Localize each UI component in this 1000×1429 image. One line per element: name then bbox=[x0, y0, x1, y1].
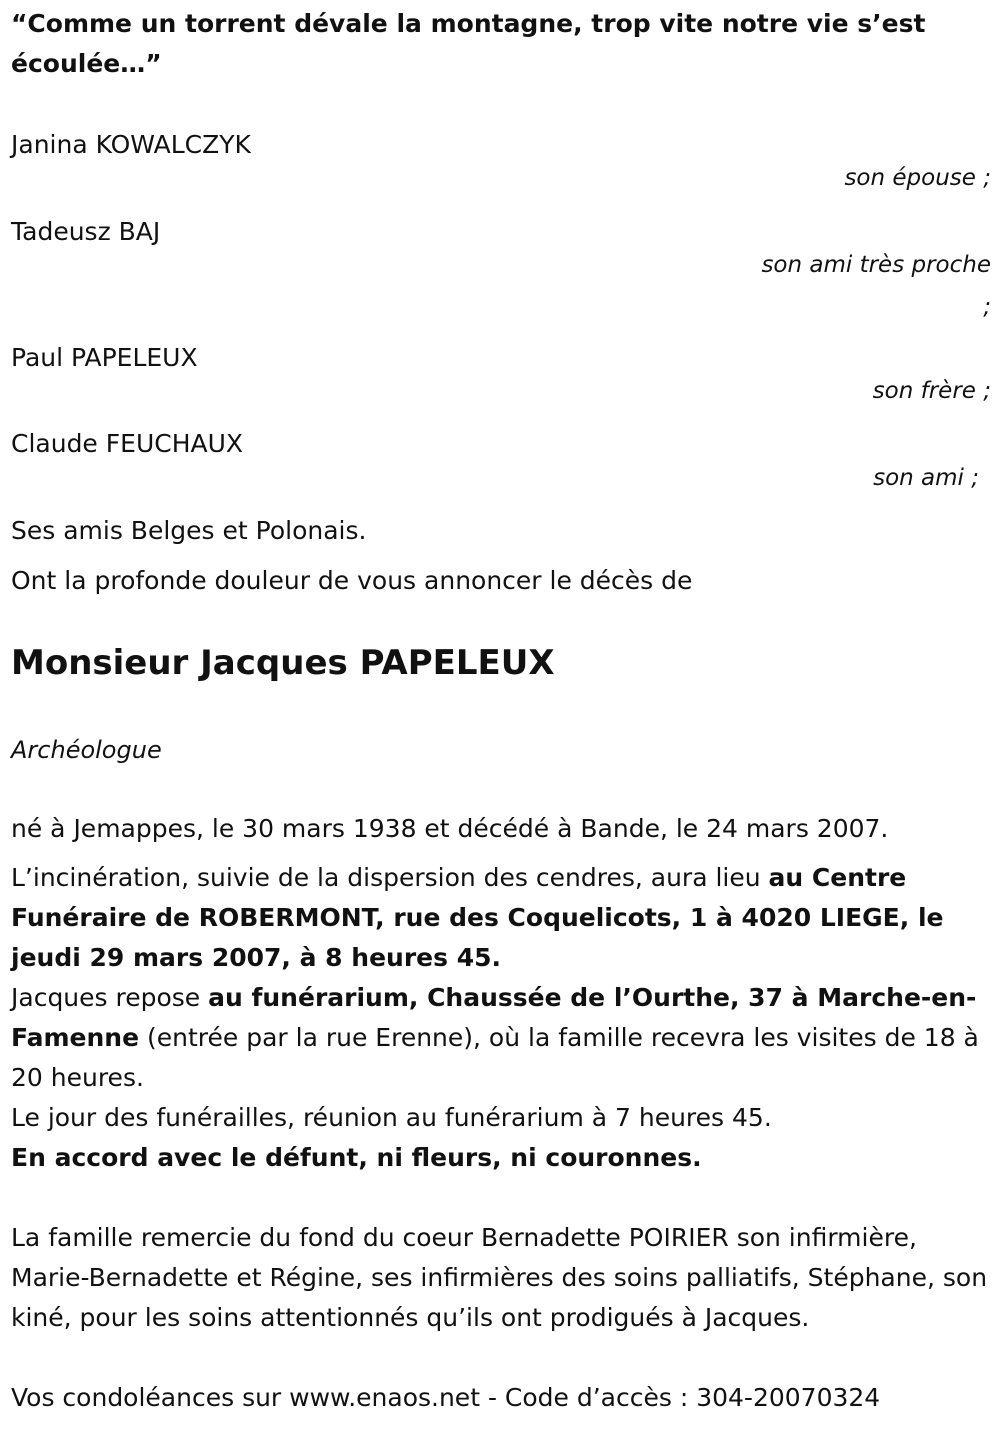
mourner-relation: son ami ; bbox=[873, 465, 979, 491]
opening-quote: “Comme un torrent dévale la montagne, trop vite notre vie s’est écoulée…” bbox=[11, 9, 926, 78]
mourner-name: Paul PAPELEUX bbox=[11, 343, 198, 372]
ceremony-details bbox=[11, 858, 991, 1178]
mourner-relation: son épouse ; bbox=[844, 165, 991, 191]
condolences-line: Vos condoléances sur www.enaos.net - Code d’accès : 304-20070324 bbox=[11, 1383, 881, 1412]
birth-death-line: né à Jemappes, le 30 mars 1938 et décédé à Bande, le 24 mars 2007. bbox=[11, 814, 889, 843]
mourner-name: Claude FEUCHAUX bbox=[11, 429, 244, 458]
cremation-details: au Centre Funéraire de ROBERMONT, rue des Coquelicots, 1 à 4020 LIEGE, le jeudi 29 mars 2007, à 8 heures 45. bbox=[11, 863, 944, 972]
profession: Archéologue bbox=[11, 736, 162, 764]
announcement: Ont la profonde douleur de vous annoncer le décès de bbox=[11, 566, 693, 595]
mourner-relation: son frère ; bbox=[872, 378, 991, 404]
repose-rest: (entrée par la rue Erenne), où la famille recevra les visites de 18 à 20 heures. bbox=[11, 1023, 979, 1092]
friends-line: Ses amis Belges et Polonais. bbox=[11, 516, 367, 545]
repose-place: au funérarium, Chaussée de l’Ourthe, 37 à Marche-en-Famenne bbox=[11, 983, 977, 1052]
repose-intro: Jacques repose bbox=[11, 983, 209, 1012]
mourner-relation-end: ; bbox=[983, 294, 991, 320]
mourner-name: Janina KOWALCZYK bbox=[11, 130, 251, 159]
deceased-name: Monsieur Jacques PAPELEUX bbox=[11, 643, 555, 683]
mourner-name: Tadeusz BAJ bbox=[11, 217, 161, 246]
no-flowers-line: En accord avec le défunt, ni fleurs, ni couronnes. bbox=[11, 1143, 702, 1172]
cremation-paragraph bbox=[11, 858, 991, 978]
mourner-relation: son ami très proche bbox=[761, 252, 991, 278]
cremation-intro: L’incinération, suivie de la dispersion des cendres, aura lieu bbox=[11, 863, 769, 892]
thanks-paragraph: La famille remercie du fond du coeur Bernadette POIRIER son infirmière, Marie-Bernadette et Régine, ses infirmières des soins palliatifs, Stéphane, son kiné, pour les soins attentionnés qu’ils ont prodigués à Jacques. bbox=[11, 1223, 988, 1332]
funeral-day-line: Le jour des funérailles, réunion au funérarium à 7 heures 45. bbox=[11, 1103, 772, 1132]
repose-paragraph bbox=[11, 978, 991, 1098]
